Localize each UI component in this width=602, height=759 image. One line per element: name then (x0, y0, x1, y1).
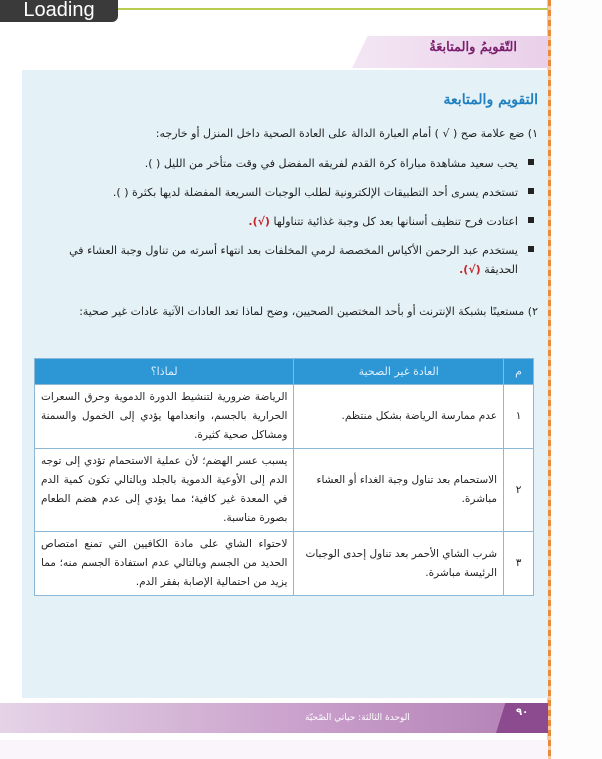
ribbon-title: التّقويمُ والمتابعَةُ (429, 40, 517, 55)
list-item-text: يحب سعيد مشاهدة مباراة كرة القدم لفريقه المفضل في وقت متأخر من الليل ( ). (144, 157, 518, 170)
evaluation-box (22, 70, 548, 698)
row-why: الرياضة ضرورية لتنشيط الدورة الدموية وحرق السعرات الحرارية بالجسم، وانعدامها يؤدي إلى الخمول والسمنة ومشاكل صحية كثيرة. (35, 385, 294, 449)
row-habit: شرب الشاي الأحمر بعد تناول إحدى الوجبات الرئيسة مباشرة. (294, 532, 504, 596)
row-num: ١ (504, 385, 534, 449)
question-1-list (34, 154, 534, 289)
answer-mark: (√). (459, 263, 481, 276)
table-row (35, 532, 534, 596)
header-why: لماذا؟ (35, 359, 294, 385)
page-edge (548, 0, 551, 759)
loading-indicator: Loading (0, 0, 118, 22)
next-page-strip (0, 740, 548, 759)
question-2: ٢) مستعينًا بشبكة الإنترنت أو بأحد المختصين الصحيين، وضح لماذا تعد العادات الآتية عادات غير صحية: (79, 305, 538, 318)
footer-unit-label: الوحدة الثالثة: حياتي الصّحيّة (305, 713, 410, 723)
list-item-text: تستخدم يسرى أحد التطبيقات الإلكترونية لطلب الوجبات السريعة المفضلة لديها بكثرة ( ). (112, 186, 518, 199)
section-title: التقويم والمتابعة (443, 92, 538, 108)
row-why: يسبب عسر الهضم؛ لأن عملية الاستحمام تؤدي إلى توجه الدم إلى الأوعية الدموية بالجلد وبالتالي تكون كمية الدم في المعدة غير كافية؛ مما يؤدي إلى عدم هضم الطعام بصورة مناسبة. (35, 449, 294, 532)
list-item (34, 154, 534, 173)
bullet-icon (528, 217, 534, 223)
footer-band (0, 703, 548, 733)
table-row (35, 449, 534, 532)
table-header-row (35, 359, 534, 385)
question-1: ١) ضع علامة صح ( √ ) أمام العبارة الدالة على العادة الصحية داخل المنزل أو خارجه: (155, 127, 538, 140)
list-item-text: يستخدم عبد الرحمن الأكياس المخصصة لرمي المخلفات بعد انتهاء أسرته من تناول وجبة العشاء في الحديقة (69, 244, 518, 276)
list-item (34, 212, 534, 231)
list-item (34, 183, 534, 202)
habits-table (34, 358, 534, 596)
header-num: م (504, 359, 534, 385)
list-item (34, 241, 534, 279)
bullet-icon (528, 159, 534, 165)
list-item-text: اعتادت فرح تنظيف أسنانها بعد كل وجبة غذائية تتناولها (273, 215, 518, 228)
row-why: لاحتواء الشاي على مادة الكافيين التي تمنع امتصاص الحديد من الجسم وبالتالي عدم استفادة الجسم منه؛ مما يزيد من احتمالية الإصابة بفقر الدم. (35, 532, 294, 596)
row-num: ٣ (504, 532, 534, 596)
answer-mark: (√). (248, 215, 270, 228)
row-num: ٢ (504, 449, 534, 532)
row-habit: الاستحمام بعد تناول وجبة الغداء أو العشاء مباشرة. (294, 449, 504, 532)
bullet-icon (528, 246, 534, 252)
table-row (35, 385, 534, 449)
header-habit: العادة غير الصحية (294, 359, 504, 385)
row-habit: عدم ممارسة الرياضة بشكل منتظم. (294, 385, 504, 449)
bullet-icon (528, 188, 534, 194)
page-number: ٩٠ (516, 707, 529, 718)
